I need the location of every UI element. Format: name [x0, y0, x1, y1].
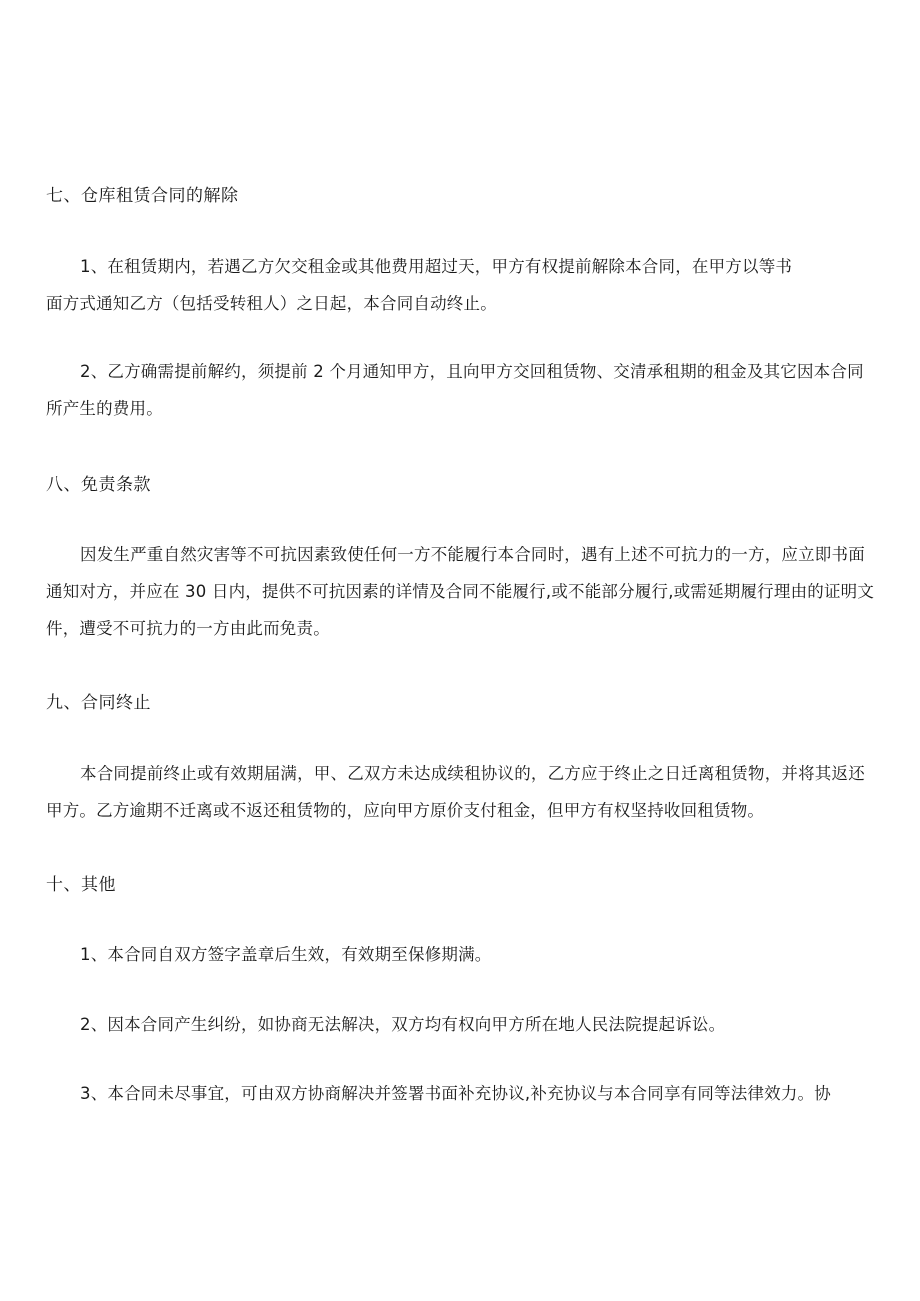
- text-line: 1、在租赁期内，若遇乙方欠交租金或其他费用超过天，甲方有权提前解除本合同，在甲方以等书: [80, 257, 793, 276]
- text-line: 面方式通知乙方（包括受转租人）之日起，本合同自动终止。: [46, 294, 497, 313]
- text-line: 通知对方，并应在 30 日内，提供不可抗因素的详情及合同不能履行,或不能部分履行,或需延期履行理由的证明文: [46, 582, 875, 601]
- clause-10-3: [46, 1075, 886, 1112]
- text-line: 本合同提前终止或有效期届满，甲、乙双方未达成续租协议的，乙方应于终止之日迁离租赁物，并将其返还: [80, 764, 865, 783]
- clause-7-1: [46, 248, 886, 322]
- clause-7-2: [46, 353, 886, 427]
- text-line: 2、因本合同产生纠纷，如协商无法解决，双方均有权向甲方所在地人民法院提起诉讼。: [80, 1015, 726, 1034]
- text-line: 1、本合同自双方签字盖章后生效，有效期至保修期满。: [80, 945, 492, 964]
- section-heading-8: 八、免责条款: [46, 475, 151, 495]
- clause-10-1: [46, 936, 886, 973]
- clause-9: [46, 755, 886, 829]
- section-heading-10: 十、其他: [46, 875, 116, 895]
- clause-8: [46, 536, 886, 647]
- text-line: 因发生严重自然灾害等不可抗因素致使任何一方不能履行本合同时，遇有上述不可抗力的一方，应立即书面: [80, 545, 865, 564]
- text-line: 2、乙方确需提前解约，须提前 2 个月通知甲方，且向甲方交回租赁物、交清承租期的租金及其它因本合同: [80, 362, 864, 381]
- text-line: 件，遭受不可抗力的一方由此而免责。: [46, 619, 330, 638]
- section-heading-7: 七、仓库租赁合同的解除: [46, 186, 239, 206]
- text-line: 3、本合同未尽事宜，可由双方协商解决并签署书面补充协议,补充协议与本合同享有同等法律效力。协: [80, 1084, 831, 1103]
- text-line: 甲方。乙方逾期不迁离或不返还租赁物的，应向甲方原价支付租金，但甲方有权坚持收回租赁物。: [46, 801, 765, 820]
- section-heading-9: 九、合同终止: [46, 693, 151, 713]
- clause-10-2: [46, 1006, 886, 1043]
- text-line: 所产生的费用。: [46, 399, 163, 418]
